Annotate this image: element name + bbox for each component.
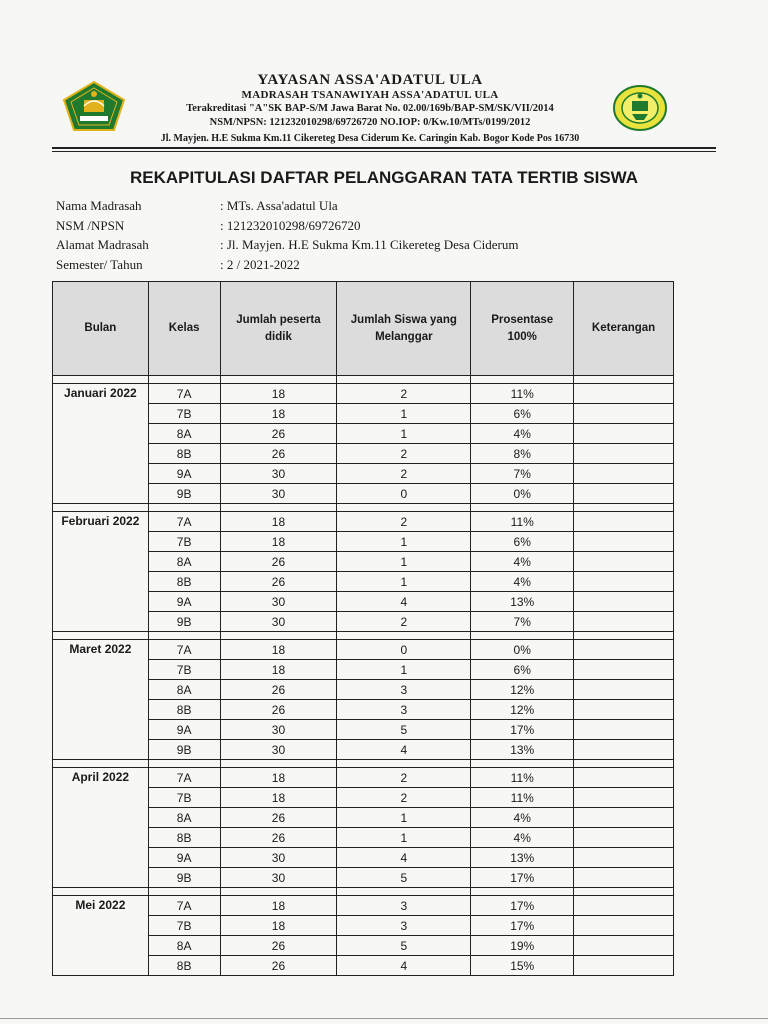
info-label: Nama Madrasah [56, 198, 142, 213]
cell-jumlah-melanggar: 1 [337, 532, 471, 552]
header-prosentase [471, 282, 574, 376]
cell-kelas: 8A [148, 552, 220, 572]
cell-bulan: Mei 2022 [53, 896, 149, 976]
separator-cell [148, 632, 220, 640]
cell-keterangan [574, 680, 674, 700]
letterhead-rule [52, 147, 716, 149]
letterhead-foundation: YAYASAN ASSA'ADATUL ULA [257, 72, 483, 88]
cell-jumlah-peserta: 18 [220, 896, 337, 916]
info-value: : Jl. Mayjen. H.E Sukma Km.11 Cikereteg Desa Ciderum [220, 237, 519, 252]
cell-jumlah-melanggar: 1 [337, 660, 471, 680]
cell-prosentase: 17% [471, 868, 574, 888]
cell-bulan: Februari 2022 [53, 512, 149, 632]
separator-cell [337, 376, 471, 384]
separator-cell [53, 376, 149, 384]
letterhead-nsm: NSM/NPSN: 121232010298/69726720 NO.IOP: 0/Kw.10/MTs/0199/2012 [209, 117, 531, 128]
letterhead-accreditation: Terakreditasi "A"SK BAP-S/M Jawa Barat No. 02.00/169b/BAP-SM/SK/VII/2014 [186, 103, 554, 114]
cell-prosentase: 8% [471, 444, 574, 464]
cell-prosentase: 11% [471, 512, 574, 532]
cell-keterangan [574, 484, 674, 504]
cell-jumlah-peserta: 26 [220, 808, 337, 828]
cell-jumlah-peserta: 26 [220, 956, 337, 976]
cell-keterangan [574, 592, 674, 612]
cell-keterangan [574, 808, 674, 828]
cell-jumlah-melanggar: 4 [337, 848, 471, 868]
cell-jumlah-melanggar: 1 [337, 808, 471, 828]
separator-cell [574, 888, 674, 896]
table-row [53, 768, 674, 788]
cell-prosentase: 4% [471, 552, 574, 572]
cell-jumlah-melanggar: 1 [337, 828, 471, 848]
separator-cell [337, 888, 471, 896]
cell-kelas: 7A [148, 640, 220, 660]
cell-jumlah-melanggar: 5 [337, 868, 471, 888]
separator-cell [574, 760, 674, 768]
cell-bulan: Januari 2022 [53, 384, 149, 504]
cell-keterangan [574, 868, 674, 888]
cell-kelas: 8B [148, 572, 220, 592]
cell-kelas: 7B [148, 404, 220, 424]
cell-prosentase: 19% [471, 936, 574, 956]
separator-cell [53, 888, 149, 896]
cell-keterangan [574, 512, 674, 532]
cell-prosentase: 17% [471, 720, 574, 740]
cell-jumlah-peserta: 18 [220, 768, 337, 788]
cell-prosentase: 11% [471, 384, 574, 404]
info-row [56, 196, 518, 216]
separator-cell [148, 376, 220, 384]
cell-jumlah-melanggar: 2 [337, 464, 471, 484]
header-prosentase-text: Prosentase 100% [491, 313, 554, 343]
cell-jumlah-peserta: 18 [220, 384, 337, 404]
cell-kelas: 7A [148, 512, 220, 532]
cell-prosentase: 17% [471, 916, 574, 936]
info-row [56, 235, 518, 255]
info-label: NSM /NPSN [56, 217, 125, 233]
cell-jumlah-peserta: 30 [220, 484, 337, 504]
separator-cell [53, 504, 149, 512]
cell-prosentase: 12% [471, 680, 574, 700]
cell-keterangan [574, 572, 674, 592]
header-jumlah-peserta-text: Jumlah peserta didik [236, 313, 321, 343]
cell-jumlah-melanggar: 0 [337, 640, 471, 660]
separator-cell [337, 504, 471, 512]
cell-kelas: 7A [148, 896, 220, 916]
cell-jumlah-peserta: 26 [220, 552, 337, 572]
separator-cell [220, 888, 337, 896]
cell-jumlah-peserta: 18 [220, 788, 337, 808]
cell-jumlah-melanggar: 1 [337, 552, 471, 572]
cell-prosentase: 13% [471, 592, 574, 612]
cell-jumlah-melanggar: 3 [337, 680, 471, 700]
cell-jumlah-peserta: 26 [220, 936, 337, 956]
cell-jumlah-melanggar: 2 [337, 512, 471, 532]
table-row [53, 512, 674, 532]
cell-jumlah-peserta: 26 [220, 680, 337, 700]
cell-jumlah-peserta: 18 [220, 916, 337, 936]
cell-jumlah-peserta: 30 [220, 720, 337, 740]
group-separator [53, 888, 674, 896]
school-info [56, 196, 518, 274]
cell-jumlah-melanggar: 4 [337, 592, 471, 612]
group-separator [53, 504, 674, 512]
cell-jumlah-melanggar: 2 [337, 444, 471, 464]
cell-jumlah-peserta: 26 [220, 424, 337, 444]
cell-keterangan [574, 612, 674, 632]
cell-prosentase: 12% [471, 700, 574, 720]
cell-kelas: 9A [148, 592, 220, 612]
info-label: Semester/ Tahun [56, 256, 143, 272]
letterhead-rule-thin [52, 151, 716, 152]
cell-prosentase: 13% [471, 740, 574, 760]
separator-cell [220, 504, 337, 512]
cell-keterangan [574, 640, 674, 660]
table-row [53, 640, 674, 660]
letterhead-address: Jl. Mayjen. H.E Sukma Km.11 Cikereteg Desa Ciderum Ke. Caringin Kab. Bogor Kode Pos 16730 [160, 133, 580, 144]
cell-jumlah-peserta: 18 [220, 512, 337, 532]
cell-kelas: 8B [148, 444, 220, 464]
cell-prosentase: 11% [471, 788, 574, 808]
cell-jumlah-melanggar: 1 [337, 424, 471, 444]
header-jumlah-melanggar [337, 282, 471, 376]
cell-prosentase: 17% [471, 896, 574, 916]
cell-keterangan [574, 916, 674, 936]
info-value: : MTs. Assa'adatul Ula [220, 198, 338, 213]
header-jumlah-melanggar-text: Jumlah Siswa yang Melanggar [350, 313, 457, 343]
cell-jumlah-peserta: 30 [220, 464, 337, 484]
cell-kelas: 7B [148, 916, 220, 936]
cell-jumlah-peserta: 30 [220, 592, 337, 612]
cell-jumlah-melanggar: 4 [337, 740, 471, 760]
cell-jumlah-melanggar: 2 [337, 768, 471, 788]
cell-keterangan [574, 700, 674, 720]
cell-keterangan [574, 768, 674, 788]
info-row [56, 255, 518, 275]
letterhead-school: MADRASAH TSANAWIYAH ASSA'ADATUL ULA [241, 89, 499, 101]
cell-jumlah-peserta: 26 [220, 700, 337, 720]
cell-keterangan [574, 444, 674, 464]
cell-jumlah-melanggar: 2 [337, 788, 471, 808]
cell-prosentase: 0% [471, 484, 574, 504]
cell-jumlah-peserta: 30 [220, 740, 337, 760]
cell-prosentase: 13% [471, 848, 574, 868]
info-row [56, 216, 518, 236]
table-row [53, 384, 674, 404]
header-kelas: Kelas [148, 282, 220, 376]
separator-cell [471, 760, 574, 768]
cell-keterangan [574, 552, 674, 572]
group-separator [53, 632, 674, 640]
cell-kelas: 8B [148, 956, 220, 976]
cell-keterangan [574, 936, 674, 956]
cell-jumlah-melanggar: 1 [337, 572, 471, 592]
header-bulan: Bulan [53, 282, 149, 376]
info-value: : 121232010298/69726720 [220, 217, 361, 233]
cell-kelas: 7B [148, 532, 220, 552]
cell-keterangan [574, 740, 674, 760]
cell-jumlah-peserta: 30 [220, 612, 337, 632]
cell-keterangan [574, 384, 674, 404]
separator-cell [148, 504, 220, 512]
cell-jumlah-peserta: 18 [220, 640, 337, 660]
table-row [53, 896, 674, 916]
info-value: : 2 / 2021-2022 [220, 256, 300, 272]
cell-keterangan [574, 828, 674, 848]
cell-jumlah-melanggar: 3 [337, 700, 471, 720]
cell-jumlah-melanggar: 3 [337, 916, 471, 936]
cell-jumlah-melanggar: 4 [337, 956, 471, 976]
cell-kelas: 7B [148, 788, 220, 808]
cell-keterangan [574, 788, 674, 808]
cell-kelas: 9A [148, 720, 220, 740]
cell-kelas: 8B [148, 828, 220, 848]
cell-jumlah-peserta: 30 [220, 868, 337, 888]
cell-jumlah-peserta: 26 [220, 828, 337, 848]
page-bottom-edge [0, 1018, 768, 1019]
cell-kelas: 9B [148, 484, 220, 504]
cell-jumlah-peserta: 26 [220, 572, 337, 592]
cell-prosentase: 6% [471, 404, 574, 424]
cell-prosentase: 15% [471, 956, 574, 976]
document-title: REKAPITULASI DAFTAR PELANGGARAN TATA TERTIB SISWA [129, 168, 639, 187]
cell-kelas: 7B [148, 660, 220, 680]
cell-keterangan [574, 424, 674, 444]
cell-jumlah-melanggar: 2 [337, 384, 471, 404]
cell-prosentase: 4% [471, 572, 574, 592]
cell-keterangan [574, 404, 674, 424]
cell-keterangan [574, 532, 674, 552]
cell-jumlah-peserta: 18 [220, 660, 337, 680]
separator-cell [471, 888, 574, 896]
cell-prosentase: 6% [471, 660, 574, 680]
cell-jumlah-peserta: 18 [220, 404, 337, 424]
separator-cell [220, 376, 337, 384]
cell-kelas: 8B [148, 700, 220, 720]
cell-keterangan [574, 660, 674, 680]
cell-kelas: 9B [148, 868, 220, 888]
separator-cell [337, 760, 471, 768]
cell-kelas: 7A [148, 768, 220, 788]
cell-prosentase: 6% [471, 532, 574, 552]
separator-cell [53, 760, 149, 768]
cell-prosentase: 0% [471, 640, 574, 660]
cell-kelas: 9B [148, 740, 220, 760]
cell-jumlah-peserta: 18 [220, 532, 337, 552]
cell-keterangan [574, 464, 674, 484]
cell-kelas: 9A [148, 464, 220, 484]
cell-jumlah-peserta: 26 [220, 444, 337, 464]
cell-keterangan [574, 956, 674, 976]
cell-jumlah-melanggar: 0 [337, 484, 471, 504]
separator-cell [148, 760, 220, 768]
cell-prosentase: 7% [471, 464, 574, 484]
cell-keterangan [574, 848, 674, 868]
cell-jumlah-melanggar: 1 [337, 404, 471, 424]
cell-kelas: 9A [148, 848, 220, 868]
separator-cell [220, 760, 337, 768]
group-separator [53, 760, 674, 768]
table-header-row [53, 282, 674, 376]
separator-cell [471, 376, 574, 384]
school-emblem-icon [612, 84, 668, 132]
group-separator [53, 376, 674, 384]
separator-cell [53, 632, 149, 640]
separator-cell [574, 376, 674, 384]
cell-jumlah-melanggar: 5 [337, 720, 471, 740]
cell-bulan: Maret 2022 [53, 640, 149, 760]
header-keterangan: Keterangan [574, 282, 674, 376]
cell-kelas: 8A [148, 808, 220, 828]
separator-cell [471, 504, 574, 512]
cell-prosentase: 4% [471, 424, 574, 444]
cell-prosentase: 7% [471, 612, 574, 632]
cell-keterangan [574, 720, 674, 740]
info-label: Alamat Madrasah [56, 237, 149, 252]
cell-prosentase: 4% [471, 828, 574, 848]
cell-kelas: 8A [148, 936, 220, 956]
cell-jumlah-peserta: 30 [220, 848, 337, 868]
violation-table [52, 281, 674, 976]
cell-kelas: 7A [148, 384, 220, 404]
separator-cell [574, 504, 674, 512]
separator-cell [337, 632, 471, 640]
cell-bulan: April 2022 [53, 768, 149, 888]
cell-kelas: 8A [148, 424, 220, 444]
cell-prosentase: 11% [471, 768, 574, 788]
kemenag-logo-icon [62, 80, 126, 132]
separator-cell [148, 888, 220, 896]
cell-kelas: 9B [148, 612, 220, 632]
separator-cell [471, 632, 574, 640]
cell-jumlah-melanggar: 2 [337, 612, 471, 632]
cell-kelas: 8A [148, 680, 220, 700]
cell-prosentase: 4% [471, 808, 574, 828]
letterhead [130, 72, 610, 144]
separator-cell [574, 632, 674, 640]
separator-cell [220, 632, 337, 640]
cell-jumlah-melanggar: 5 [337, 936, 471, 956]
header-jumlah-peserta [220, 282, 337, 376]
cell-keterangan [574, 896, 674, 916]
cell-jumlah-melanggar: 3 [337, 896, 471, 916]
